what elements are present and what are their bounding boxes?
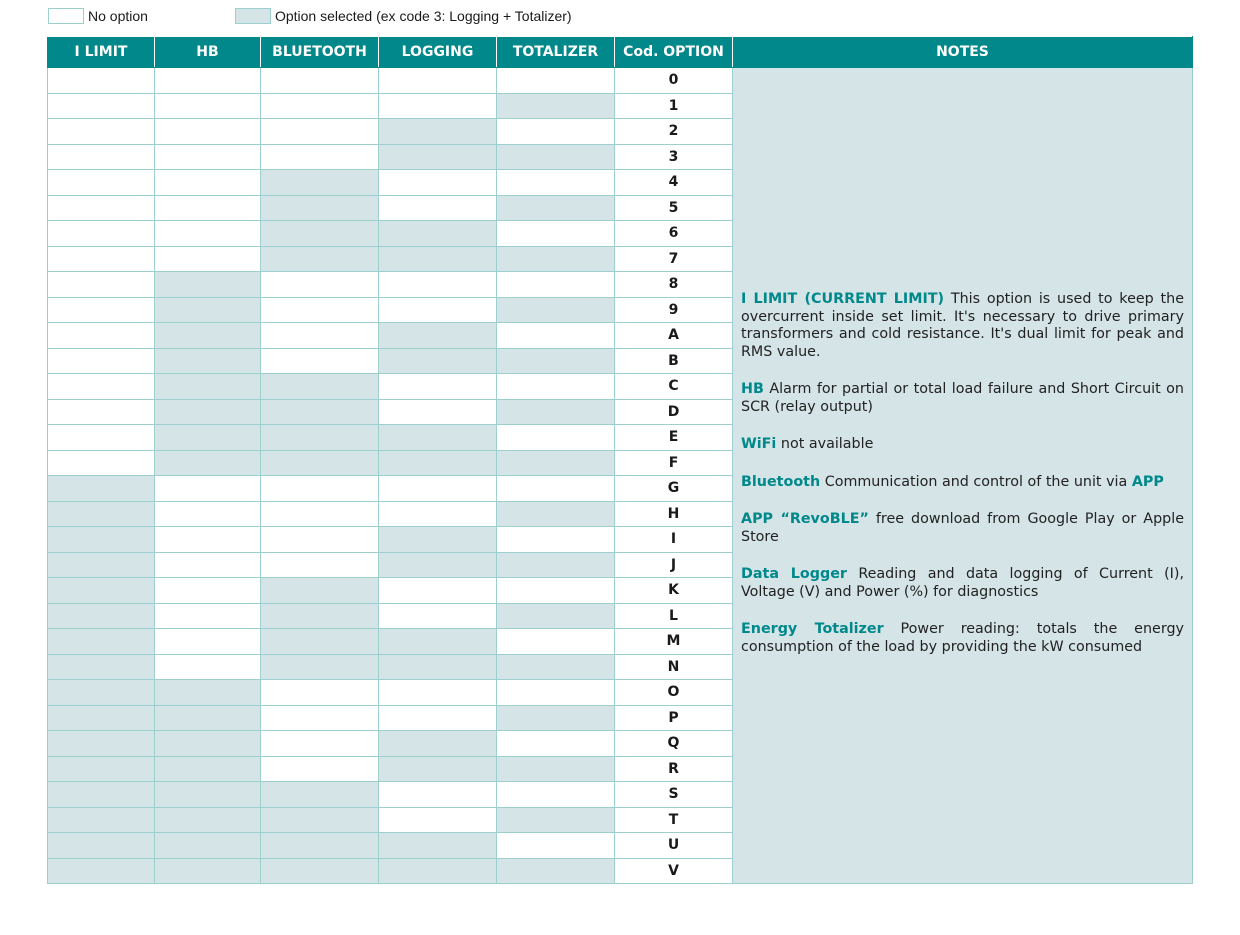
cell-hb (155, 246, 261, 272)
cell-code-option: 1 (615, 93, 733, 119)
cell-totalizer (497, 170, 615, 196)
cell-i-limit (48, 297, 155, 323)
cell-i-limit (48, 501, 155, 527)
cell-code-option: F (615, 450, 733, 476)
cell-code-option: D (615, 399, 733, 425)
header-notes: NOTES (733, 37, 1193, 68)
cell-bluetooth (261, 450, 379, 476)
cell-i-limit (48, 170, 155, 196)
cell-code-option: B (615, 348, 733, 374)
cell-totalizer (497, 756, 615, 782)
cell-code-option: P (615, 705, 733, 731)
cell-logging (379, 450, 497, 476)
cell-totalizer (497, 450, 615, 476)
cell-code-option: 4 (615, 170, 733, 196)
cell-i-limit (48, 807, 155, 833)
note-app-text: free download from Google Play or Apple Store (741, 511, 1184, 545)
header-logging: LOGGING (379, 37, 497, 68)
cell-logging (379, 782, 497, 808)
cell-code-option: 0 (615, 68, 733, 94)
cell-code-option: 8 (615, 272, 733, 298)
cell-logging (379, 425, 497, 451)
cell-logging (379, 705, 497, 731)
cell-i-limit (48, 705, 155, 731)
cell-logging (379, 501, 497, 527)
cell-bluetooth (261, 629, 379, 655)
cell-hb (155, 399, 261, 425)
note-app-title: APP “RevoBLE” (741, 511, 869, 527)
cell-bluetooth (261, 833, 379, 859)
cell-logging (379, 374, 497, 400)
note-data-logger (741, 566, 1184, 601)
cell-code-option: R (615, 756, 733, 782)
cell-logging (379, 68, 497, 94)
cell-logging (379, 221, 497, 247)
cell-hb (155, 654, 261, 680)
cell-bluetooth (261, 425, 379, 451)
header-code-option: Cod. OPTION (615, 37, 733, 68)
cell-hb (155, 680, 261, 706)
cell-code-option: V (615, 858, 733, 884)
cell-bluetooth (261, 603, 379, 629)
cell-totalizer (497, 144, 615, 170)
cell-i-limit (48, 527, 155, 553)
cell-hb (155, 221, 261, 247)
cell-i-limit (48, 858, 155, 884)
cell-hb (155, 476, 261, 502)
cell-totalizer (497, 68, 615, 94)
cell-i-limit (48, 756, 155, 782)
cell-totalizer (497, 782, 615, 808)
cell-hb (155, 425, 261, 451)
cell-i-limit (48, 119, 155, 145)
cell-totalizer (497, 348, 615, 374)
cell-bluetooth (261, 756, 379, 782)
cell-code-option: T (615, 807, 733, 833)
cell-totalizer (497, 323, 615, 349)
cell-hb (155, 450, 261, 476)
cell-bluetooth (261, 119, 379, 145)
table-row (48, 68, 1193, 94)
cell-hb (155, 272, 261, 298)
cell-logging (379, 323, 497, 349)
cell-i-limit (48, 68, 155, 94)
cell-hb (155, 807, 261, 833)
cell-logging (379, 680, 497, 706)
cell-i-limit (48, 93, 155, 119)
cell-logging (379, 119, 497, 145)
cell-code-option: 9 (615, 297, 733, 323)
header-row (48, 37, 1193, 68)
option-code-table (47, 36, 1193, 884)
cell-totalizer (497, 858, 615, 884)
cell-logging (379, 170, 497, 196)
cell-totalizer (497, 195, 615, 221)
cell-code-option: 2 (615, 119, 733, 145)
note-data-logger-text: Reading and data logging of Current (I), Voltage (V) and Power (%) for diagnostics (741, 566, 1184, 600)
legend (48, 6, 586, 26)
cell-bluetooth (261, 221, 379, 247)
note-hb-text: Alarm for partial or total load failure and Short Circuit on SCR (relay output) (741, 381, 1184, 415)
header-totalizer: TOTALIZER (497, 37, 615, 68)
cell-bluetooth (261, 501, 379, 527)
legend-selected-swatch (235, 8, 271, 24)
cell-code-option: N (615, 654, 733, 680)
note-i-limit-title: I LIMIT (CURRENT LIMIT) (741, 291, 945, 307)
cell-hb (155, 731, 261, 757)
cell-hb (155, 833, 261, 859)
cell-hb (155, 629, 261, 655)
cell-logging (379, 399, 497, 425)
cell-bluetooth (261, 654, 379, 680)
note-bluetooth-title: Bluetooth (741, 473, 821, 490)
cell-bluetooth (261, 68, 379, 94)
note-energy-totalizer (741, 621, 1184, 656)
cell-code-option: S (615, 782, 733, 808)
note-data-logger-title: Data Logger (741, 566, 847, 582)
legend-selected-label: Option selected (ex code 3: Logging + Totalizer) (274, 8, 572, 24)
note-hb-title: HB (741, 381, 764, 397)
cell-i-limit (48, 323, 155, 349)
cell-code-option: 7 (615, 246, 733, 272)
cell-i-limit (48, 195, 155, 221)
cell-bluetooth (261, 476, 379, 502)
note-i-limit-text: This option is used to keep the overcurrent inside set limit. It's necessary to drive primary transformers and cold resistance. It's dual limit for peak and RMS value. (741, 291, 1184, 360)
cell-code-option: M (615, 629, 733, 655)
cell-logging (379, 272, 497, 298)
cell-bluetooth (261, 297, 379, 323)
cell-code-option: K (615, 578, 733, 604)
note-energy-totalizer-text: Power reading: totals the energy consumption of the load by providing the kW consumed (741, 621, 1184, 655)
cell-code-option: 6 (615, 221, 733, 247)
notes-content (741, 68, 1184, 656)
cell-totalizer (497, 374, 615, 400)
cell-totalizer (497, 731, 615, 757)
cell-totalizer (497, 552, 615, 578)
cell-i-limit (48, 578, 155, 604)
cell-code-option: J (615, 552, 733, 578)
cell-code-option: C (615, 374, 733, 400)
cell-totalizer (497, 476, 615, 502)
cell-code-option: E (615, 425, 733, 451)
cell-logging (379, 756, 497, 782)
cell-hb (155, 578, 261, 604)
cell-totalizer (497, 578, 615, 604)
cell-logging (379, 527, 497, 553)
cell-bluetooth (261, 858, 379, 884)
cell-totalizer (497, 425, 615, 451)
cell-hb (155, 297, 261, 323)
note-wifi-text: not available (776, 436, 874, 452)
cell-i-limit (48, 246, 155, 272)
cell-totalizer (497, 501, 615, 527)
cell-hb (155, 756, 261, 782)
cell-totalizer (497, 705, 615, 731)
cell-logging (379, 833, 497, 859)
cell-totalizer (497, 680, 615, 706)
cell-hb (155, 93, 261, 119)
cell-bluetooth (261, 731, 379, 757)
cell-bluetooth (261, 93, 379, 119)
cell-code-option: L (615, 603, 733, 629)
cell-totalizer (497, 654, 615, 680)
notes-cell (733, 68, 1193, 884)
table-body (48, 68, 1193, 884)
cell-logging (379, 195, 497, 221)
cell-totalizer (497, 93, 615, 119)
cell-totalizer (497, 629, 615, 655)
cell-bluetooth (261, 552, 379, 578)
cell-hb (155, 323, 261, 349)
cell-bluetooth (261, 246, 379, 272)
cell-i-limit (48, 782, 155, 808)
cell-hb (155, 858, 261, 884)
cell-code-option: H (615, 501, 733, 527)
cell-i-limit (48, 731, 155, 757)
cell-logging (379, 93, 497, 119)
cell-i-limit (48, 221, 155, 247)
cell-bluetooth (261, 170, 379, 196)
cell-i-limit (48, 425, 155, 451)
cell-hb (155, 603, 261, 629)
cell-bluetooth (261, 272, 379, 298)
cell-hb (155, 348, 261, 374)
note-wifi (741, 436, 1184, 454)
note-i-limit (741, 291, 1184, 361)
cell-totalizer (497, 246, 615, 272)
cell-logging (379, 629, 497, 655)
cell-i-limit (48, 399, 155, 425)
note-wifi-title: WiFi (741, 436, 777, 452)
note-bluetooth-text: Communication and control of the unit via (820, 473, 1132, 490)
cell-bluetooth (261, 374, 379, 400)
cell-logging (379, 297, 497, 323)
cell-totalizer (497, 807, 615, 833)
note-bluetooth-app: APP (1131, 473, 1164, 490)
cell-hb (155, 705, 261, 731)
cell-bluetooth (261, 323, 379, 349)
cell-totalizer (497, 399, 615, 425)
note-bluetooth (741, 474, 1184, 492)
cell-hb (155, 527, 261, 553)
cell-i-limit (48, 450, 155, 476)
cell-hb (155, 552, 261, 578)
cell-i-limit (48, 476, 155, 502)
legend-no-option-label: No option (88, 8, 148, 24)
cell-logging (379, 144, 497, 170)
cell-totalizer (497, 297, 615, 323)
cell-bluetooth (261, 195, 379, 221)
cell-code-option: I (615, 527, 733, 553)
cell-hb (155, 68, 261, 94)
cell-hb (155, 170, 261, 196)
header-i-limit: I LIMIT (48, 37, 155, 68)
cell-bluetooth (261, 144, 379, 170)
cell-bluetooth (261, 807, 379, 833)
header-hb: HB (155, 37, 261, 68)
cell-hb (155, 144, 261, 170)
cell-hb (155, 501, 261, 527)
cell-logging (379, 476, 497, 502)
cell-bluetooth (261, 527, 379, 553)
cell-logging (379, 246, 497, 272)
cell-logging (379, 552, 497, 578)
cell-i-limit (48, 833, 155, 859)
cell-code-option: 5 (615, 195, 733, 221)
cell-logging (379, 348, 497, 374)
cell-bluetooth (261, 705, 379, 731)
cell-hb (155, 374, 261, 400)
cell-hb (155, 195, 261, 221)
cell-bluetooth (261, 782, 379, 808)
cell-code-option: 3 (615, 144, 733, 170)
note-hb (741, 381, 1184, 416)
cell-totalizer (497, 603, 615, 629)
cell-i-limit (48, 272, 155, 298)
cell-i-limit (48, 144, 155, 170)
cell-code-option: O (615, 680, 733, 706)
cell-i-limit (48, 629, 155, 655)
cell-totalizer (497, 119, 615, 145)
cell-code-option: Q (615, 731, 733, 757)
cell-code-option: U (615, 833, 733, 859)
cell-totalizer (497, 221, 615, 247)
note-app (741, 511, 1184, 546)
cell-i-limit (48, 374, 155, 400)
cell-i-limit (48, 552, 155, 578)
cell-i-limit (48, 603, 155, 629)
cell-totalizer (497, 833, 615, 859)
cell-logging (379, 603, 497, 629)
cell-bluetooth (261, 680, 379, 706)
header-bluetooth: BLUETOOTH (261, 37, 379, 68)
cell-bluetooth (261, 578, 379, 604)
cell-logging (379, 731, 497, 757)
note-energy-totalizer-title: Energy Totalizer (741, 621, 884, 637)
cell-hb (155, 782, 261, 808)
cell-code-option: A (615, 323, 733, 349)
legend-no-option-swatch (48, 8, 84, 24)
cell-hb (155, 119, 261, 145)
cell-totalizer (497, 527, 615, 553)
cell-i-limit (48, 654, 155, 680)
cell-bluetooth (261, 399, 379, 425)
cell-totalizer (497, 272, 615, 298)
cell-logging (379, 807, 497, 833)
cell-i-limit (48, 680, 155, 706)
cell-logging (379, 578, 497, 604)
cell-logging (379, 654, 497, 680)
cell-code-option: G (615, 476, 733, 502)
cell-i-limit (48, 348, 155, 374)
cell-bluetooth (261, 348, 379, 374)
cell-logging (379, 858, 497, 884)
